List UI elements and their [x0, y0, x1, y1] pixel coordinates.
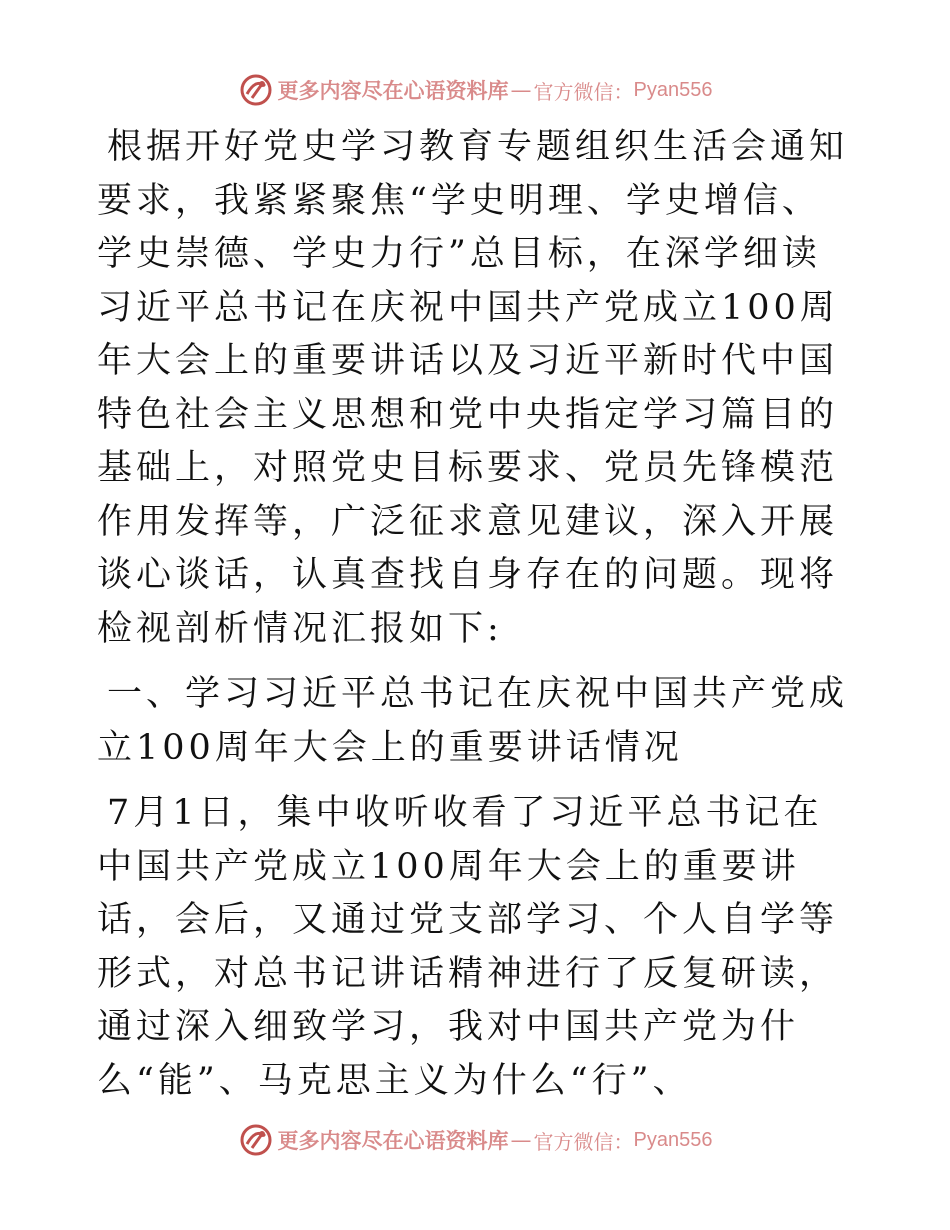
paragraph-study: 7月1日，集中收听收看了习近平总书记在中国共产党成立100周年大会上的重要讲话，会后，又通过党支部学习、个人自学等形式，对总书记讲话精神进行了反复研读，通过深入细致学习，我对中国共产党为什么“能”、马克思主义为什么“行”、	[97, 793, 839, 1101]
watermark-wechat-id: Pyan556	[633, 1128, 713, 1151]
document-body	[97, 121, 857, 1108]
header-watermark	[0, 70, 950, 110]
logo-icon	[238, 72, 274, 108]
footer-watermark	[0, 1120, 950, 1160]
watermark-wechat-label: 官方微信：	[533, 79, 634, 104]
watermark-wechat-label: 官方微信：	[533, 1129, 634, 1154]
watermark-wechat-id: Pyan556	[633, 78, 713, 101]
logo-icon	[238, 1122, 274, 1158]
watermark-main-text: 更多内容尽在心语资料库	[277, 1128, 509, 1153]
watermark-separator: —	[510, 78, 532, 102]
watermark-main-text: 更多内容尽在心语资料库	[277, 78, 509, 103]
watermark-separator: —	[510, 1128, 532, 1152]
section-heading: 一、学习习近平总书记在庆祝中国共产党成立100周年大会上的重要讲话情况	[97, 674, 849, 768]
paragraph-intro: 根据开好党史学习教育专题组织生活会通知要求，我紧紧聚焦“学史明理、学史增信、学史崇德、学史力行”总目标，在深学细读习近平总书记在庆祝中国共产党成立100周年大会上的重要讲话以及习近平新时代中国特色社会主义思想和党中央指定学习篇目的基础上，对照党史目标要求、党员先锋模范作用发挥等，广泛征求意见建议，深入开展谈心谈话，认真查找自身存在的问题。现将检视剖析情况汇报如下:	[97, 127, 849, 649]
